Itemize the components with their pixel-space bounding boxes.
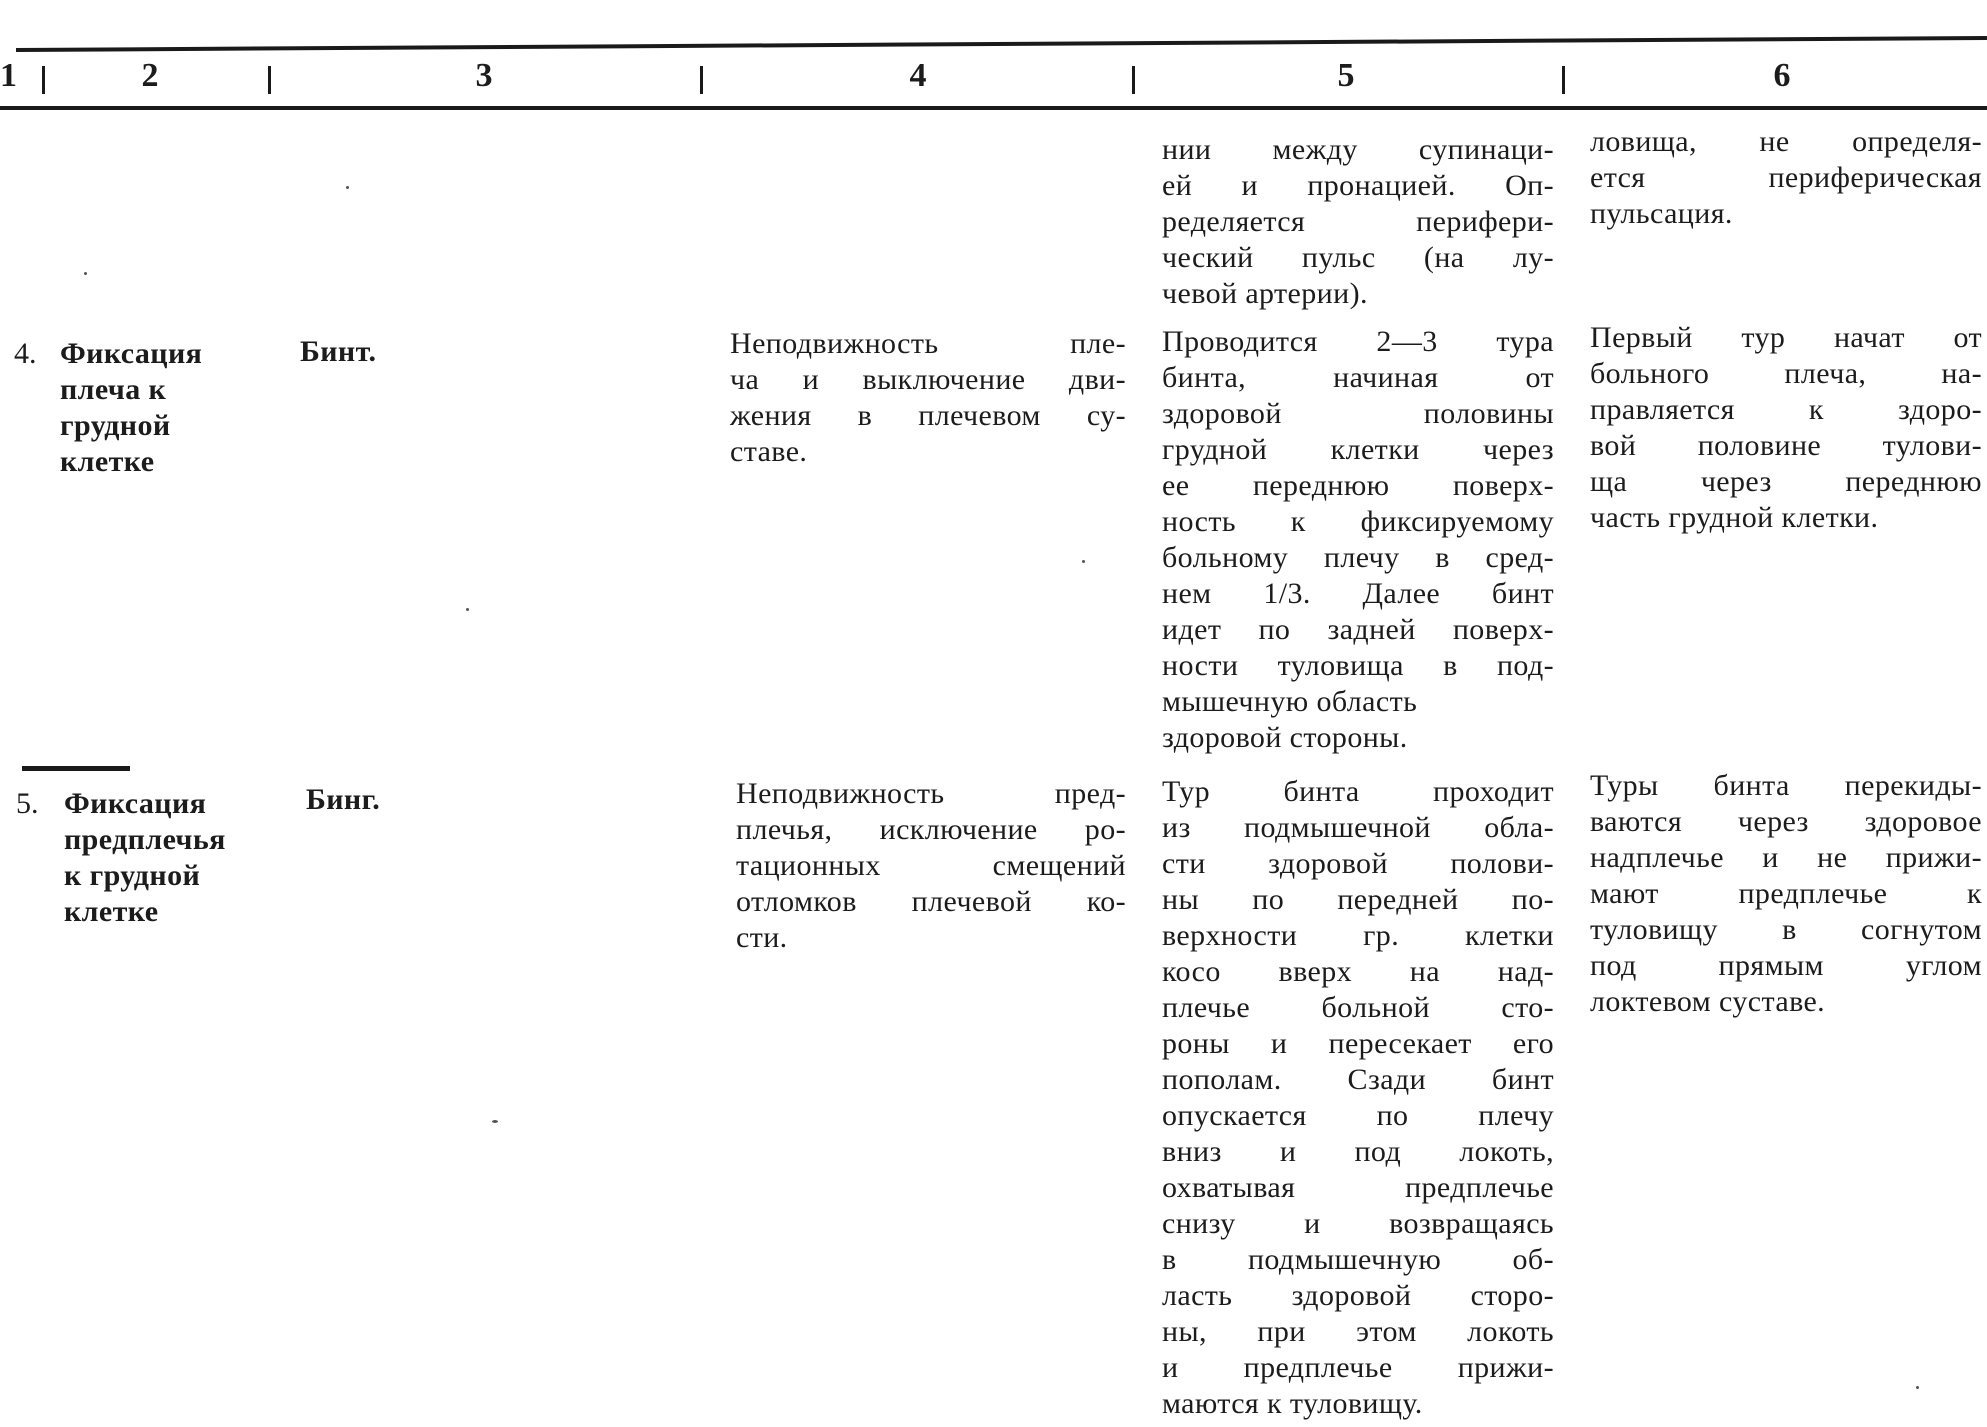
text-line: Тур бинта проходит — [1162, 775, 1554, 808]
text-line: маются к туловищу. — [1162, 1387, 1423, 1420]
text-line: нии между супинаци- — [1162, 133, 1554, 166]
text-line: сти. — [736, 921, 788, 954]
text-line: ща через переднюю — [1590, 465, 1982, 498]
row-material: Бинт. — [300, 335, 377, 368]
text-line: опускается по плечу — [1162, 1099, 1554, 1132]
text-line: Проводится 2—3 тура — [1162, 325, 1554, 358]
row-material: Бинг. — [306, 783, 381, 816]
text-line: ность к фиксируемому — [1162, 505, 1554, 538]
row-procedure-name — [60, 336, 260, 480]
text-line: Туры бинта перекиды- — [1590, 769, 1982, 802]
text-line: в подмышечную об- — [1162, 1243, 1554, 1276]
text-line: ется периферическая — [1590, 161, 1982, 194]
row-method — [1162, 774, 1554, 1422]
text-line: косо вверх на над- — [1162, 955, 1554, 988]
text-line: клетке — [60, 445, 155, 478]
text-line: предплечья — [64, 823, 226, 856]
scan-speck — [466, 608, 469, 611]
text-line: ласть здоровой сторо- — [1162, 1279, 1554, 1312]
row-method — [1162, 324, 1554, 756]
header-col-6: 6 — [1773, 57, 1791, 94]
text-line: ловища, не определя- — [1590, 125, 1982, 158]
text-line: под прямым углом — [1590, 949, 1982, 982]
text-line: Фиксация — [64, 787, 207, 820]
text-line: часть грудной клетки. — [1590, 501, 1879, 534]
scan-speck — [84, 272, 87, 275]
header-col-1: 1 — [0, 57, 17, 94]
text-line: чевой артерии). — [1162, 277, 1368, 310]
text-line: тационных смещений — [736, 849, 1126, 882]
text-line: клетке — [64, 895, 159, 928]
text-line: Неподвижность пле- — [730, 327, 1126, 360]
header-bottom-rule — [0, 106, 1987, 110]
text-line: бинта, начиная от — [1162, 361, 1554, 394]
header-separator — [1562, 66, 1565, 94]
text-line: ческий пульс (на лу- — [1162, 241, 1554, 274]
text-line: из подмышечной обла- — [1162, 811, 1554, 844]
text-line: ей и пронацией. Оп- — [1162, 169, 1554, 202]
text-line: ваются через здоровое — [1590, 805, 1982, 838]
text-line: плеча к — [60, 373, 167, 406]
header-col-4: 4 — [909, 57, 927, 94]
scan-speck — [1916, 1386, 1919, 1389]
row-purpose — [736, 776, 1126, 956]
text-line: больного плеча, на- — [1590, 357, 1982, 390]
text-line: надплечье и не прижи- — [1590, 841, 1982, 874]
header-col-5: 5 — [1337, 57, 1355, 94]
text-line: к грудной — [64, 859, 201, 892]
header-separator — [700, 66, 703, 94]
text-line: пульсация. — [1590, 197, 1733, 230]
continued-method-text — [1162, 132, 1554, 312]
text-line: вой половине тулови- — [1590, 429, 1982, 462]
text-line: ределяется перифери- — [1162, 205, 1554, 238]
text-line: снизу и возвращаясь — [1162, 1207, 1554, 1240]
text-line: вниз и под локоть, — [1162, 1135, 1554, 1168]
text-line: здоровой половины — [1162, 397, 1554, 430]
header-top-rule — [16, 36, 1987, 52]
header-separator — [1132, 66, 1135, 94]
text-line: ставе. — [730, 435, 808, 468]
text-line: пополам. Сзади бинт — [1162, 1063, 1554, 1096]
text-line: ее переднюю поверх- — [1162, 469, 1554, 502]
text-line: ча и выключение дви- — [730, 363, 1126, 396]
row-number: 5. — [16, 787, 39, 820]
row-purpose — [730, 326, 1126, 470]
text-line: здоровой стороны. — [1162, 721, 1408, 754]
text-line: туловищу в согнутом — [1590, 913, 1982, 946]
row-procedure-name — [64, 786, 264, 930]
row-notes — [1590, 768, 1982, 1020]
text-line: нем 1/3. Далее бинт — [1162, 577, 1554, 610]
scan-speck — [1082, 560, 1085, 563]
text-line: идет по задней поверх- — [1162, 613, 1554, 646]
row-number: 4. — [14, 337, 37, 370]
row-separator-mark — [22, 766, 130, 771]
text-line: грудной клетки через — [1162, 433, 1554, 466]
header-col-3: 3 — [475, 57, 493, 94]
text-line: жения в плечевом су- — [730, 399, 1126, 432]
text-line: верхности гр. клетки — [1162, 919, 1554, 952]
header-separator — [42, 66, 45, 94]
text-line: и предплечье прижи- — [1162, 1351, 1554, 1384]
text-line: правляется к здоро- — [1590, 393, 1982, 426]
continued-notes-text — [1590, 124, 1982, 232]
scan-speck — [346, 186, 349, 189]
scan-speck — [492, 1120, 498, 1123]
text-line: ности туловища в под- — [1162, 649, 1554, 682]
row-notes — [1590, 320, 1982, 536]
text-line: охватывая предплечье — [1162, 1171, 1554, 1204]
header-separator — [268, 66, 271, 94]
text-line: грудной — [60, 409, 171, 442]
text-line: Первый тур начат от — [1590, 321, 1982, 354]
text-line: сти здоровой полови- — [1162, 847, 1554, 880]
text-line: роны и пересекает его — [1162, 1027, 1554, 1060]
text-line: отломков плечевой ко- — [736, 885, 1126, 918]
text-line: плечья, исключение ро- — [736, 813, 1126, 846]
text-line: локтевом суставе. — [1590, 985, 1826, 1018]
text-line: мают предплечье к — [1590, 877, 1982, 910]
text-line: Фиксация — [60, 337, 203, 370]
text-line: Неподвижность пред- — [736, 777, 1126, 810]
header-col-2: 2 — [141, 57, 159, 94]
text-line: мышечную область — [1162, 685, 1418, 718]
text-line: ны по передней по- — [1162, 883, 1554, 916]
text-line: ны, при этом локоть — [1162, 1315, 1554, 1348]
text-line: больному плечу в сред- — [1162, 541, 1554, 574]
text-line: плечье больной сто- — [1162, 991, 1554, 1024]
